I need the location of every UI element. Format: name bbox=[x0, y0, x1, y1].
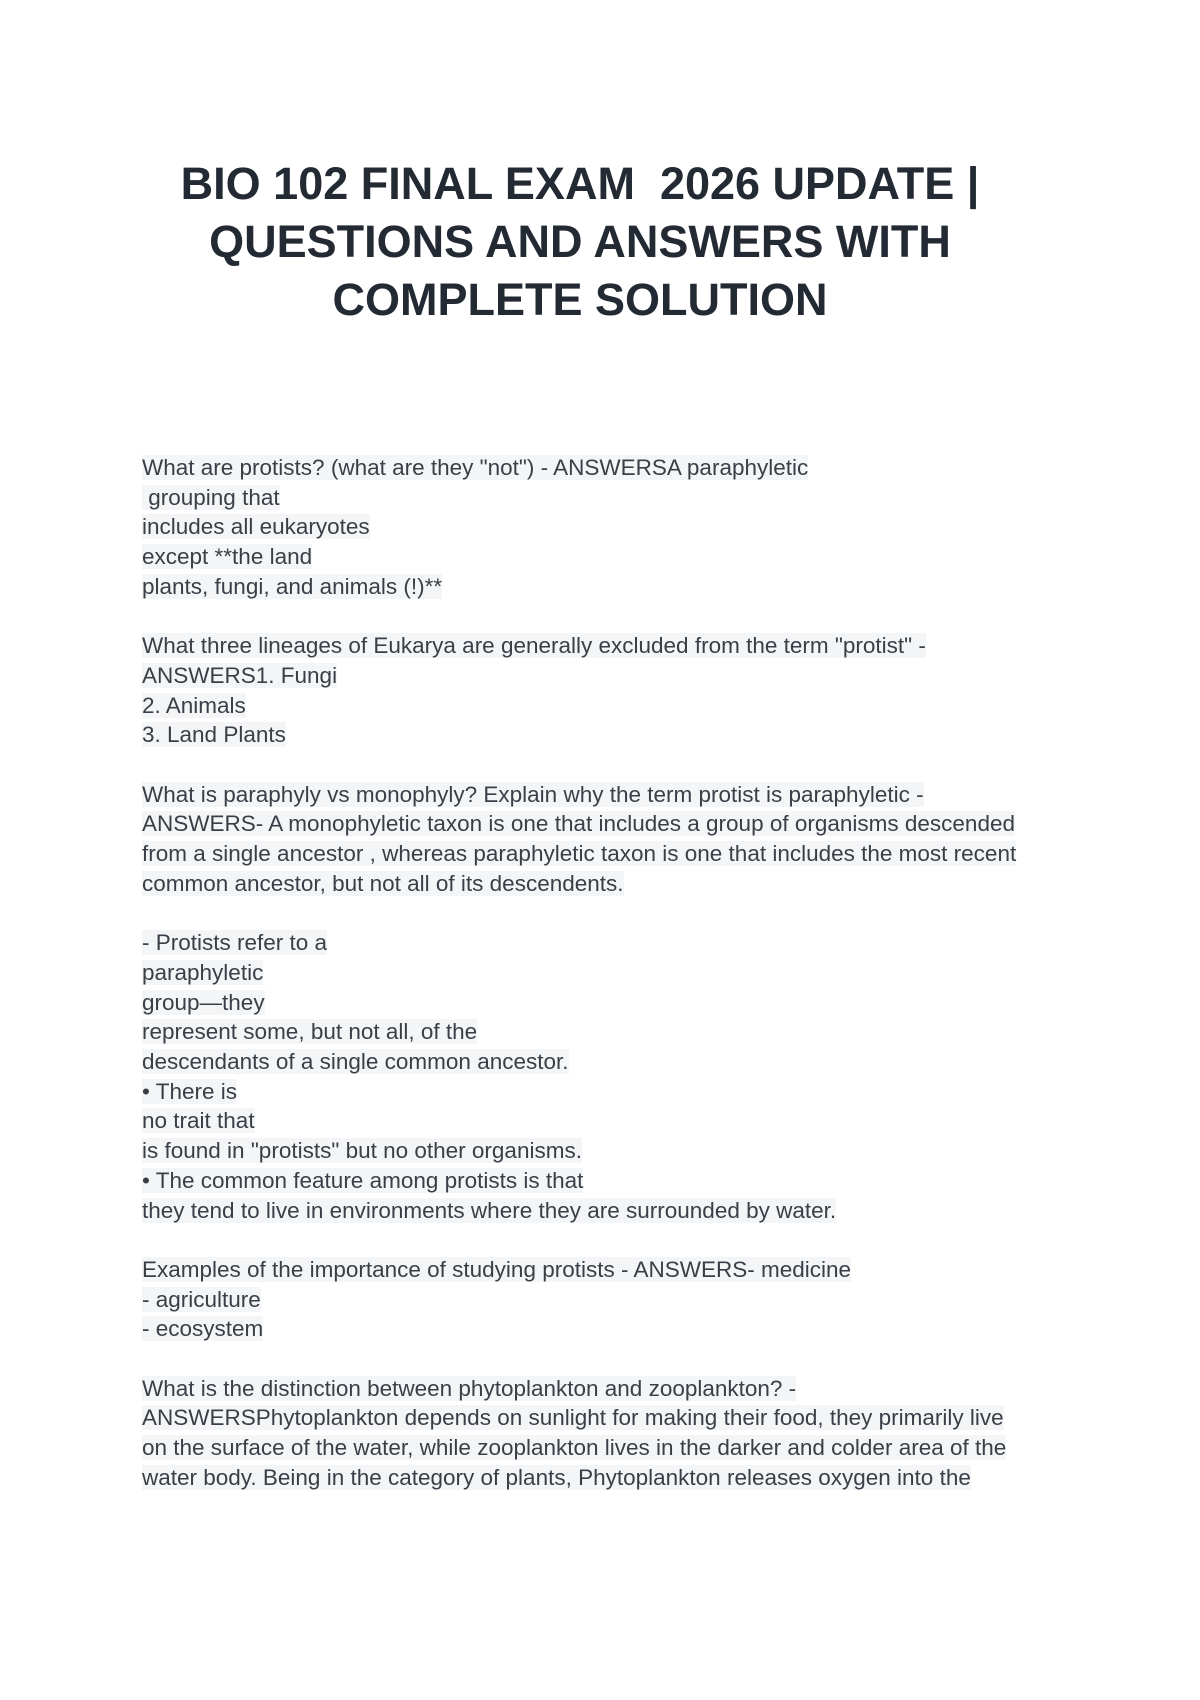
text-line: plants, fungi, and animals (!)** bbox=[142, 573, 443, 599]
qa-block bbox=[142, 453, 1082, 602]
qa-block bbox=[142, 1255, 1082, 1344]
text-line: descendants of a single common ancestor. bbox=[142, 1049, 569, 1075]
qa-block bbox=[142, 928, 1082, 1225]
text-line: on the surface of the water, while zooplankton lives in the darker and colder area of the bbox=[142, 1435, 1007, 1461]
document-title bbox=[120, 155, 1040, 329]
text-line: - ecosystem bbox=[142, 1316, 264, 1342]
title-line: QUESTIONS AND ANSWERS WITH bbox=[209, 216, 951, 267]
text-line: is found in "protists" but no other organisms. bbox=[142, 1138, 582, 1164]
title-line: BIO 102 FINAL EXAM 2026 UPDATE | bbox=[180, 158, 980, 209]
text-line: ANSWERSPhytoplankton depends on sunlight for making their food, they primarily live bbox=[142, 1405, 1004, 1431]
text-line: ANSWERS- A monophyletic taxon is one that includes a group of organisms descended bbox=[142, 811, 1015, 837]
text-line: - Protists refer to a bbox=[142, 930, 328, 956]
text-line: What is paraphyly vs monophyly? Explain why the term protist is paraphyletic - bbox=[142, 781, 924, 807]
text-line: 3. Land Plants bbox=[142, 722, 286, 748]
text-line: What three lineages of Eukarya are generally excluded from the term "protist" - bbox=[142, 633, 926, 659]
text-line: except **the land bbox=[142, 544, 313, 570]
qa-block bbox=[142, 631, 1082, 750]
text-line: includes all eukaryotes bbox=[142, 514, 370, 540]
text-line: from a single ancestor , whereas paraphyletic taxon is one that includes the most recent bbox=[142, 841, 1017, 867]
text-line: What are protists? (what are they "not") - ANSWERSA paraphyletic bbox=[142, 455, 809, 480]
title-line: COMPLETE SOLUTION bbox=[332, 274, 828, 325]
text-line: water body. Being in the category of plants, Phytoplankton releases oxygen into the bbox=[142, 1464, 971, 1490]
text-line: What is the distinction between phytoplankton and zooplankton? - bbox=[142, 1375, 797, 1401]
qa-block bbox=[142, 1374, 1082, 1493]
text-line: no trait that bbox=[142, 1108, 255, 1134]
text-line: represent some, but not all, of the bbox=[142, 1019, 478, 1045]
text-line: paraphyletic bbox=[142, 959, 264, 985]
text-line: - agriculture bbox=[142, 1286, 261, 1312]
text-line: grouping that bbox=[142, 484, 280, 510]
text-line: • There is bbox=[142, 1078, 237, 1104]
document-body bbox=[142, 453, 1082, 1522]
text-line: 2. Animals bbox=[142, 692, 246, 718]
qa-block bbox=[142, 780, 1082, 899]
text-line: common ancestor, but not all of its descendents. bbox=[142, 870, 624, 896]
text-line: • The common feature among protists is that bbox=[142, 1167, 584, 1193]
text-line: Examples of the importance of studying protists - ANSWERS- medicine bbox=[142, 1256, 852, 1282]
text-line: they tend to live in environments where they are surrounded by water. bbox=[142, 1197, 837, 1223]
text-line: group—they bbox=[142, 989, 265, 1015]
text-line: ANSWERS1. Fungi bbox=[142, 662, 338, 688]
